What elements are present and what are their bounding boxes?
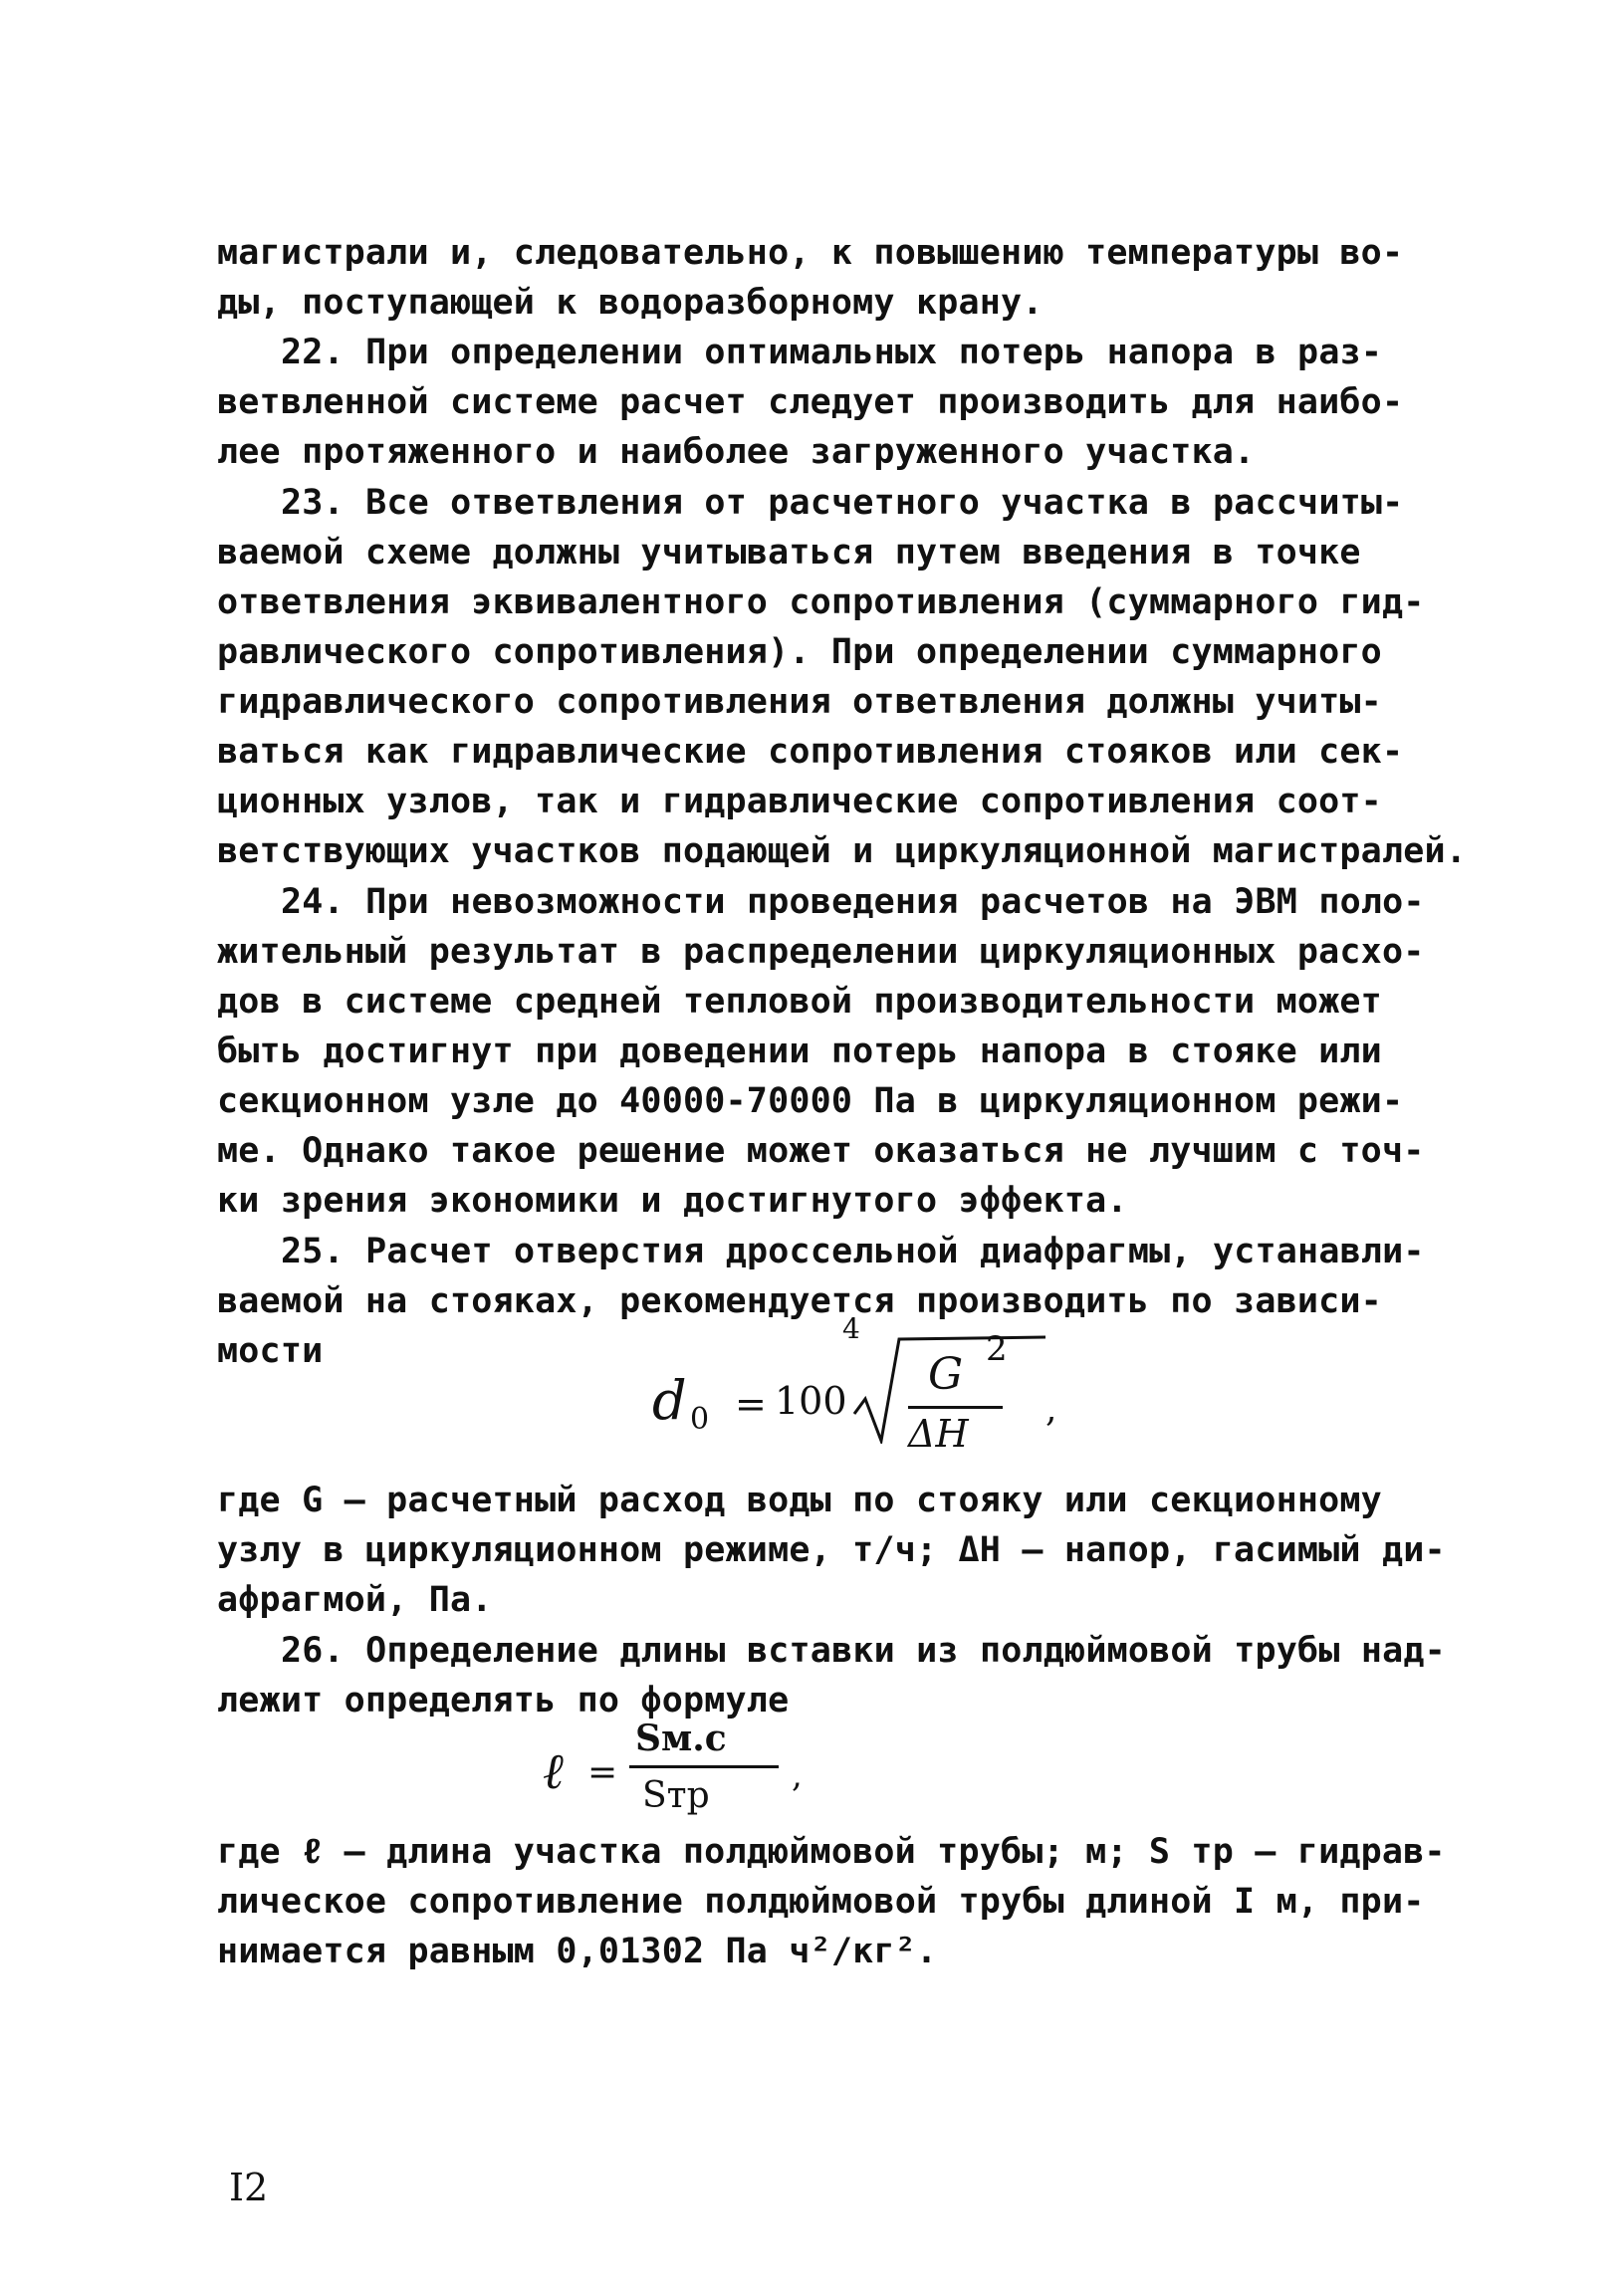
formula1-denominator: ΔH <box>908 1412 969 1456</box>
paragraph-25: 25. Расчет отверстия дроссельной диафрагмы, устанавли- <box>281 1232 1425 1271</box>
paragraph-24: 24. При невозможности проведения расчетов на ЭВМ поло- <box>281 882 1425 922</box>
text-line: ваться как гидравлические сопротивления стояков или сек- <box>217 732 1404 772</box>
formula2-denominator: Sтр <box>642 1775 710 1816</box>
formula1-root-index: 4 <box>842 1312 860 1345</box>
paragraph-26: 26. Определение длины вставки из полдюймовой трубы над- <box>281 1631 1446 1671</box>
formula1-equals: = <box>735 1382 767 1426</box>
text-line: лическое сопротивление полдюймовой трубы длиной I м, при- <box>217 1882 1425 1922</box>
formula1-power: 2 <box>986 1329 1008 1369</box>
text-line: ваемой на стояках, рекомендуется производить по зависи- <box>217 1281 1382 1321</box>
text-line: мости <box>217 1331 324 1371</box>
text-line: ответвления эквивалентного сопротивления (суммарного гид- <box>217 582 1425 622</box>
text-line: магистрали и, следовательно, к повышению температуры во- <box>217 233 1404 273</box>
formula1-lhs: d <box>652 1369 687 1432</box>
text-line: ды, поступающей к водоразборному крану. <box>217 283 1044 323</box>
text-line: ки зрения экономики и достигнутого эффекта. <box>217 1181 1128 1221</box>
formula1-lhs-sub: 0 <box>690 1402 710 1437</box>
formula1-trailing-comma: , <box>1045 1389 1057 1430</box>
formula1-coefficient: 100 <box>775 1379 847 1423</box>
formula1-numerator: G <box>928 1349 964 1400</box>
formula2-numerator: Sм.с <box>635 1718 727 1759</box>
fraction-bar <box>908 1406 1003 1409</box>
text-line: ветвленной системе расчет следует производить для наибо- <box>217 382 1404 422</box>
paragraph-22: 22. При определении оптимальных потерь напора в раз- <box>281 333 1383 372</box>
paragraph-23: 23. Все ответвления от расчетного участка в рассчиты- <box>281 483 1404 523</box>
text-line: лее протяженного и наиболее загруженного участка. <box>217 432 1256 472</box>
formula2-equals: = <box>587 1752 618 1793</box>
formula2-trailing-comma: , <box>792 1755 803 1795</box>
text-line: быть достигнут при доведении потерь напора в стояке или <box>217 1032 1382 1071</box>
text-line: жительный результат в распределении циркуляционных расхо- <box>217 932 1425 972</box>
page-number: I2 <box>229 2166 269 2209</box>
formula2-lhs: ℓ <box>543 1742 564 1800</box>
text-line: ваемой схеме должны учитываться путем введения в точке <box>217 533 1361 573</box>
text-line: дов в системе средней тепловой производительности может <box>217 982 1382 1022</box>
fraction-bar <box>629 1765 779 1768</box>
text-line: где G – расчетный расход воды по стояку или секционному <box>217 1481 1382 1520</box>
text-line: ционных узлов, так и гидравлические сопротивления соот- <box>217 782 1382 821</box>
text-line: афрагмой, Па. <box>217 1580 493 1620</box>
text-line: где ℓ – длина участка полдюймовой трубы; м; S тр – гидрав- <box>217 1832 1446 1872</box>
text-line: равлического сопротивления). При определении суммарного <box>217 632 1382 672</box>
text-line: гидравлического сопротивления ответвления должны учиты- <box>217 682 1382 722</box>
text-line: узлу в циркуляционном режиме, т/ч; ΔН – напор, гасимый ди- <box>217 1530 1446 1570</box>
text-line: секционном узле до 40000-70000 Па в циркуляционном режи- <box>217 1081 1404 1121</box>
text-line: ветствующих участков подающей и циркуляционной магистралей. <box>217 831 1468 871</box>
text-line: нимается равным 0,01302 Па ч²/кг². <box>217 1932 938 1971</box>
text-line: лежит определять по формуле <box>217 1681 790 1720</box>
text-line: ме. Однако такое решение может оказаться не лучшим с точ- <box>217 1131 1425 1171</box>
